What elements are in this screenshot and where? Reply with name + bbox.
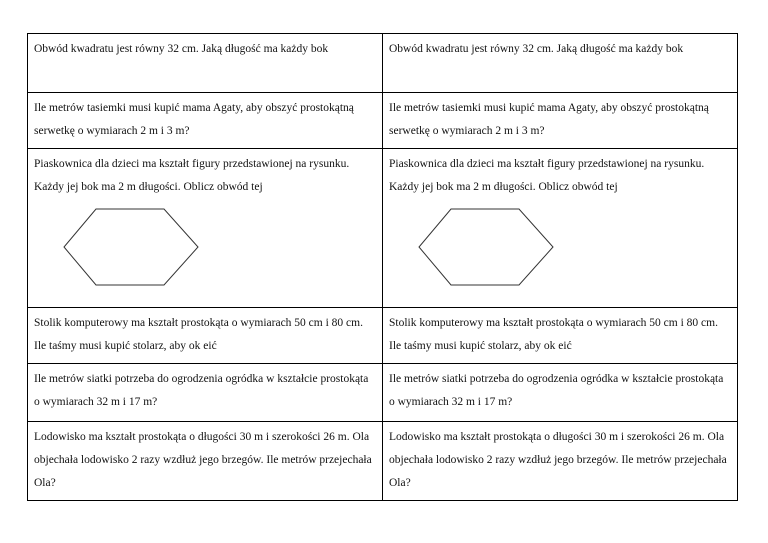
task-card-desk-left bbox=[28, 308, 383, 364]
task-text: Lodowisko ma kształt prostokąta o długości 30 m i szerokości 26 m. Ola objechała lodowisko 2 razy wzdłuż jego brzegów. Ile metrów przejechała Ola? bbox=[389, 431, 727, 489]
task-text: Ile metrów tasiemki musi kupić mama Agaty, aby obszyć prostokątną serwetkę o wymiarach 2 m i 3 m? bbox=[389, 102, 709, 137]
task-card-fence-left bbox=[28, 364, 383, 422]
task-text: Ile metrów tasiemki musi kupić mama Agaty, aby obszyć prostokątną serwetkę o wymiarach 2 m i 3 m? bbox=[34, 102, 354, 137]
hexagon-figure bbox=[62, 207, 202, 287]
task-card-ice-rink-right bbox=[383, 422, 738, 501]
table-row bbox=[28, 93, 738, 149]
task-text: Ile metrów siatki potrzeba do ogrodzenia ogródka w kształcie prostokąta o wymiarach 32 m i 17 m? bbox=[389, 373, 724, 408]
task-text: Stolik komputerowy ma kształt prostokąta o wymiarach 50 cm i 80 cm. Ile taśmy musi kupić stolarz, aby ok eić bbox=[34, 317, 363, 352]
task-card-desk-right bbox=[383, 308, 738, 364]
task-card-ice-rink-left bbox=[28, 422, 383, 501]
task-text: Ile metrów siatki potrzeba do ogrodzenia ogródka w kształcie prostokąta o wymiarach 32 m i 17 m? bbox=[34, 373, 369, 408]
task-card-ribbon-left bbox=[28, 93, 383, 149]
task-text: Obwód kwadratu jest równy 32 cm. Jaką długość ma każdy bok bbox=[389, 43, 684, 55]
task-text: Lodowisko ma kształt prostokąta o długości 30 m i szerokości 26 m. Ola objechała lodowisko 2 razy wzdłuż jego brzegów. Ile metrów przejechała Ola? bbox=[34, 431, 372, 489]
table-row bbox=[28, 364, 738, 422]
task-text: Stolik komputerowy ma kształt prostokąta o wymiarach 50 cm i 80 cm. Ile taśmy musi kupić stolarz, aby ok eić bbox=[389, 317, 718, 352]
hexagon-shape bbox=[419, 209, 553, 285]
table-row bbox=[28, 34, 738, 93]
table-row bbox=[28, 308, 738, 364]
task-text: Piaskownica dla dzieci ma kształt figury przedstawionej na rysunku. Każdy jej bok ma 2 m długości. Oblicz obwód tej bbox=[389, 158, 705, 193]
task-cards-table bbox=[27, 33, 738, 501]
table-row bbox=[28, 422, 738, 501]
task-card-sandbox-right bbox=[383, 149, 738, 308]
table-row bbox=[28, 149, 738, 308]
task-card-square-perimeter-left bbox=[28, 34, 383, 93]
task-card-ribbon-right bbox=[383, 93, 738, 149]
task-text: Piaskownica dla dzieci ma kształt figury przedstawionej na rysunku. Każdy jej bok ma 2 m długości. Oblicz obwód tej bbox=[34, 158, 350, 193]
hexagon-figure bbox=[417, 207, 557, 287]
hexagon-shape bbox=[64, 209, 198, 285]
task-card-square-perimeter-right bbox=[383, 34, 738, 93]
task-text: Obwód kwadratu jest równy 32 cm. Jaką długość ma każdy bok bbox=[34, 43, 329, 55]
task-card-fence-right bbox=[383, 364, 738, 422]
task-card-sandbox-left bbox=[28, 149, 383, 308]
